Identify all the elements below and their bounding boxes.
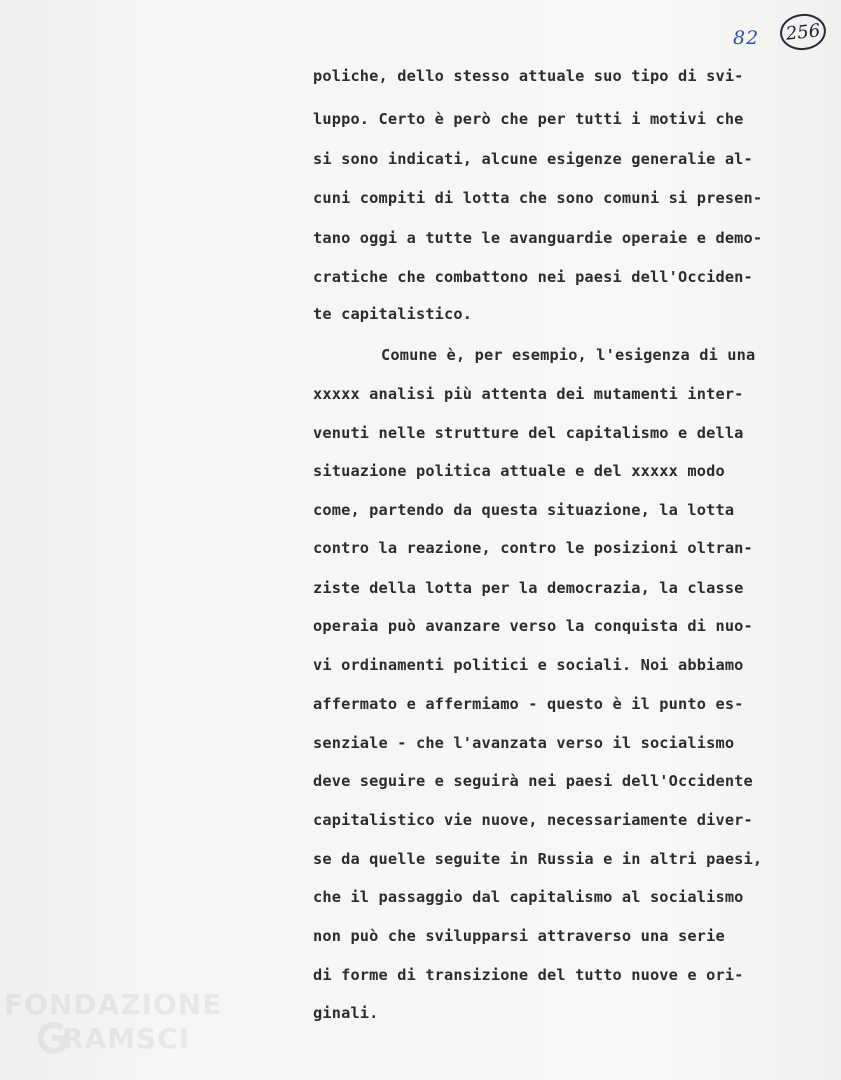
text-line: si sono indicati, alcune esigenze generalie al- <box>313 150 753 168</box>
text-line: cuni compiti di lotta che sono comuni si presen- <box>313 189 763 207</box>
watermark-line-1: FONDAZIONE <box>4 988 223 1021</box>
text-line: situazione politica attuale e del xxxxx modo <box>313 462 725 480</box>
text-line: ginali. <box>313 1004 379 1022</box>
text-line: cratiche che combattono nei paesi dell'Occiden- <box>313 268 753 286</box>
text-line: luppo. Certo è però che per tutti i motivi che <box>313 110 744 128</box>
text-line: capitalistico vie nuove, necessariamente diver- <box>313 811 753 829</box>
text-line: senziale - che l'avanzata verso il socialismo <box>313 734 735 752</box>
text-line: contro la reazione, contro le posizioni oltran- <box>313 539 753 557</box>
text-line: deve seguire e seguirà nei paesi dell'Occidente <box>313 772 753 790</box>
archive-number-stamp <box>778 12 828 53</box>
text-line: ziste della lotta per la democrazia, la classe <box>313 579 744 597</box>
text-line: operaia può avanzare verso la conquista di nuo- <box>313 617 753 635</box>
watermark-line-2: RAMSCI <box>62 1022 191 1055</box>
text-line: vi ordinamenti politici e sociali. Noi abbiamo <box>313 656 744 674</box>
text-line: xxxxx analisi più attenta dei mutamenti inter- <box>313 385 744 403</box>
text-line: che il passaggio dal capitalismo al socialismo <box>313 888 744 906</box>
text-line: di forme di transizione del tutto nuove e ori- <box>313 966 744 984</box>
text-line: Comune è, per esempio, l'esigenza di una <box>381 346 756 364</box>
text-line: tano oggi a tutte le avanguardie operaie e demo- <box>313 229 763 247</box>
text-line: se da quelle seguite in Russia e in altri paesi, <box>313 850 763 868</box>
text-line: affermato e affermiamo - questo è il punto es- <box>313 695 744 713</box>
text-line: venuti nelle strutture del capitalismo e della <box>313 424 744 442</box>
text-line: non può che svilupparsi attraverso una serie <box>313 927 725 945</box>
archive-number-text: 256 <box>784 19 822 45</box>
text-line: come, partendo da questa situazione, la lotta <box>313 501 735 519</box>
page-number: 82 <box>733 27 760 49</box>
text-line: te capitalistico. <box>313 305 473 323</box>
fondazione-gramsci-watermark <box>4 988 223 1068</box>
text-line: poliche, dello stesso attuale suo tipo di svi- <box>313 67 744 85</box>
